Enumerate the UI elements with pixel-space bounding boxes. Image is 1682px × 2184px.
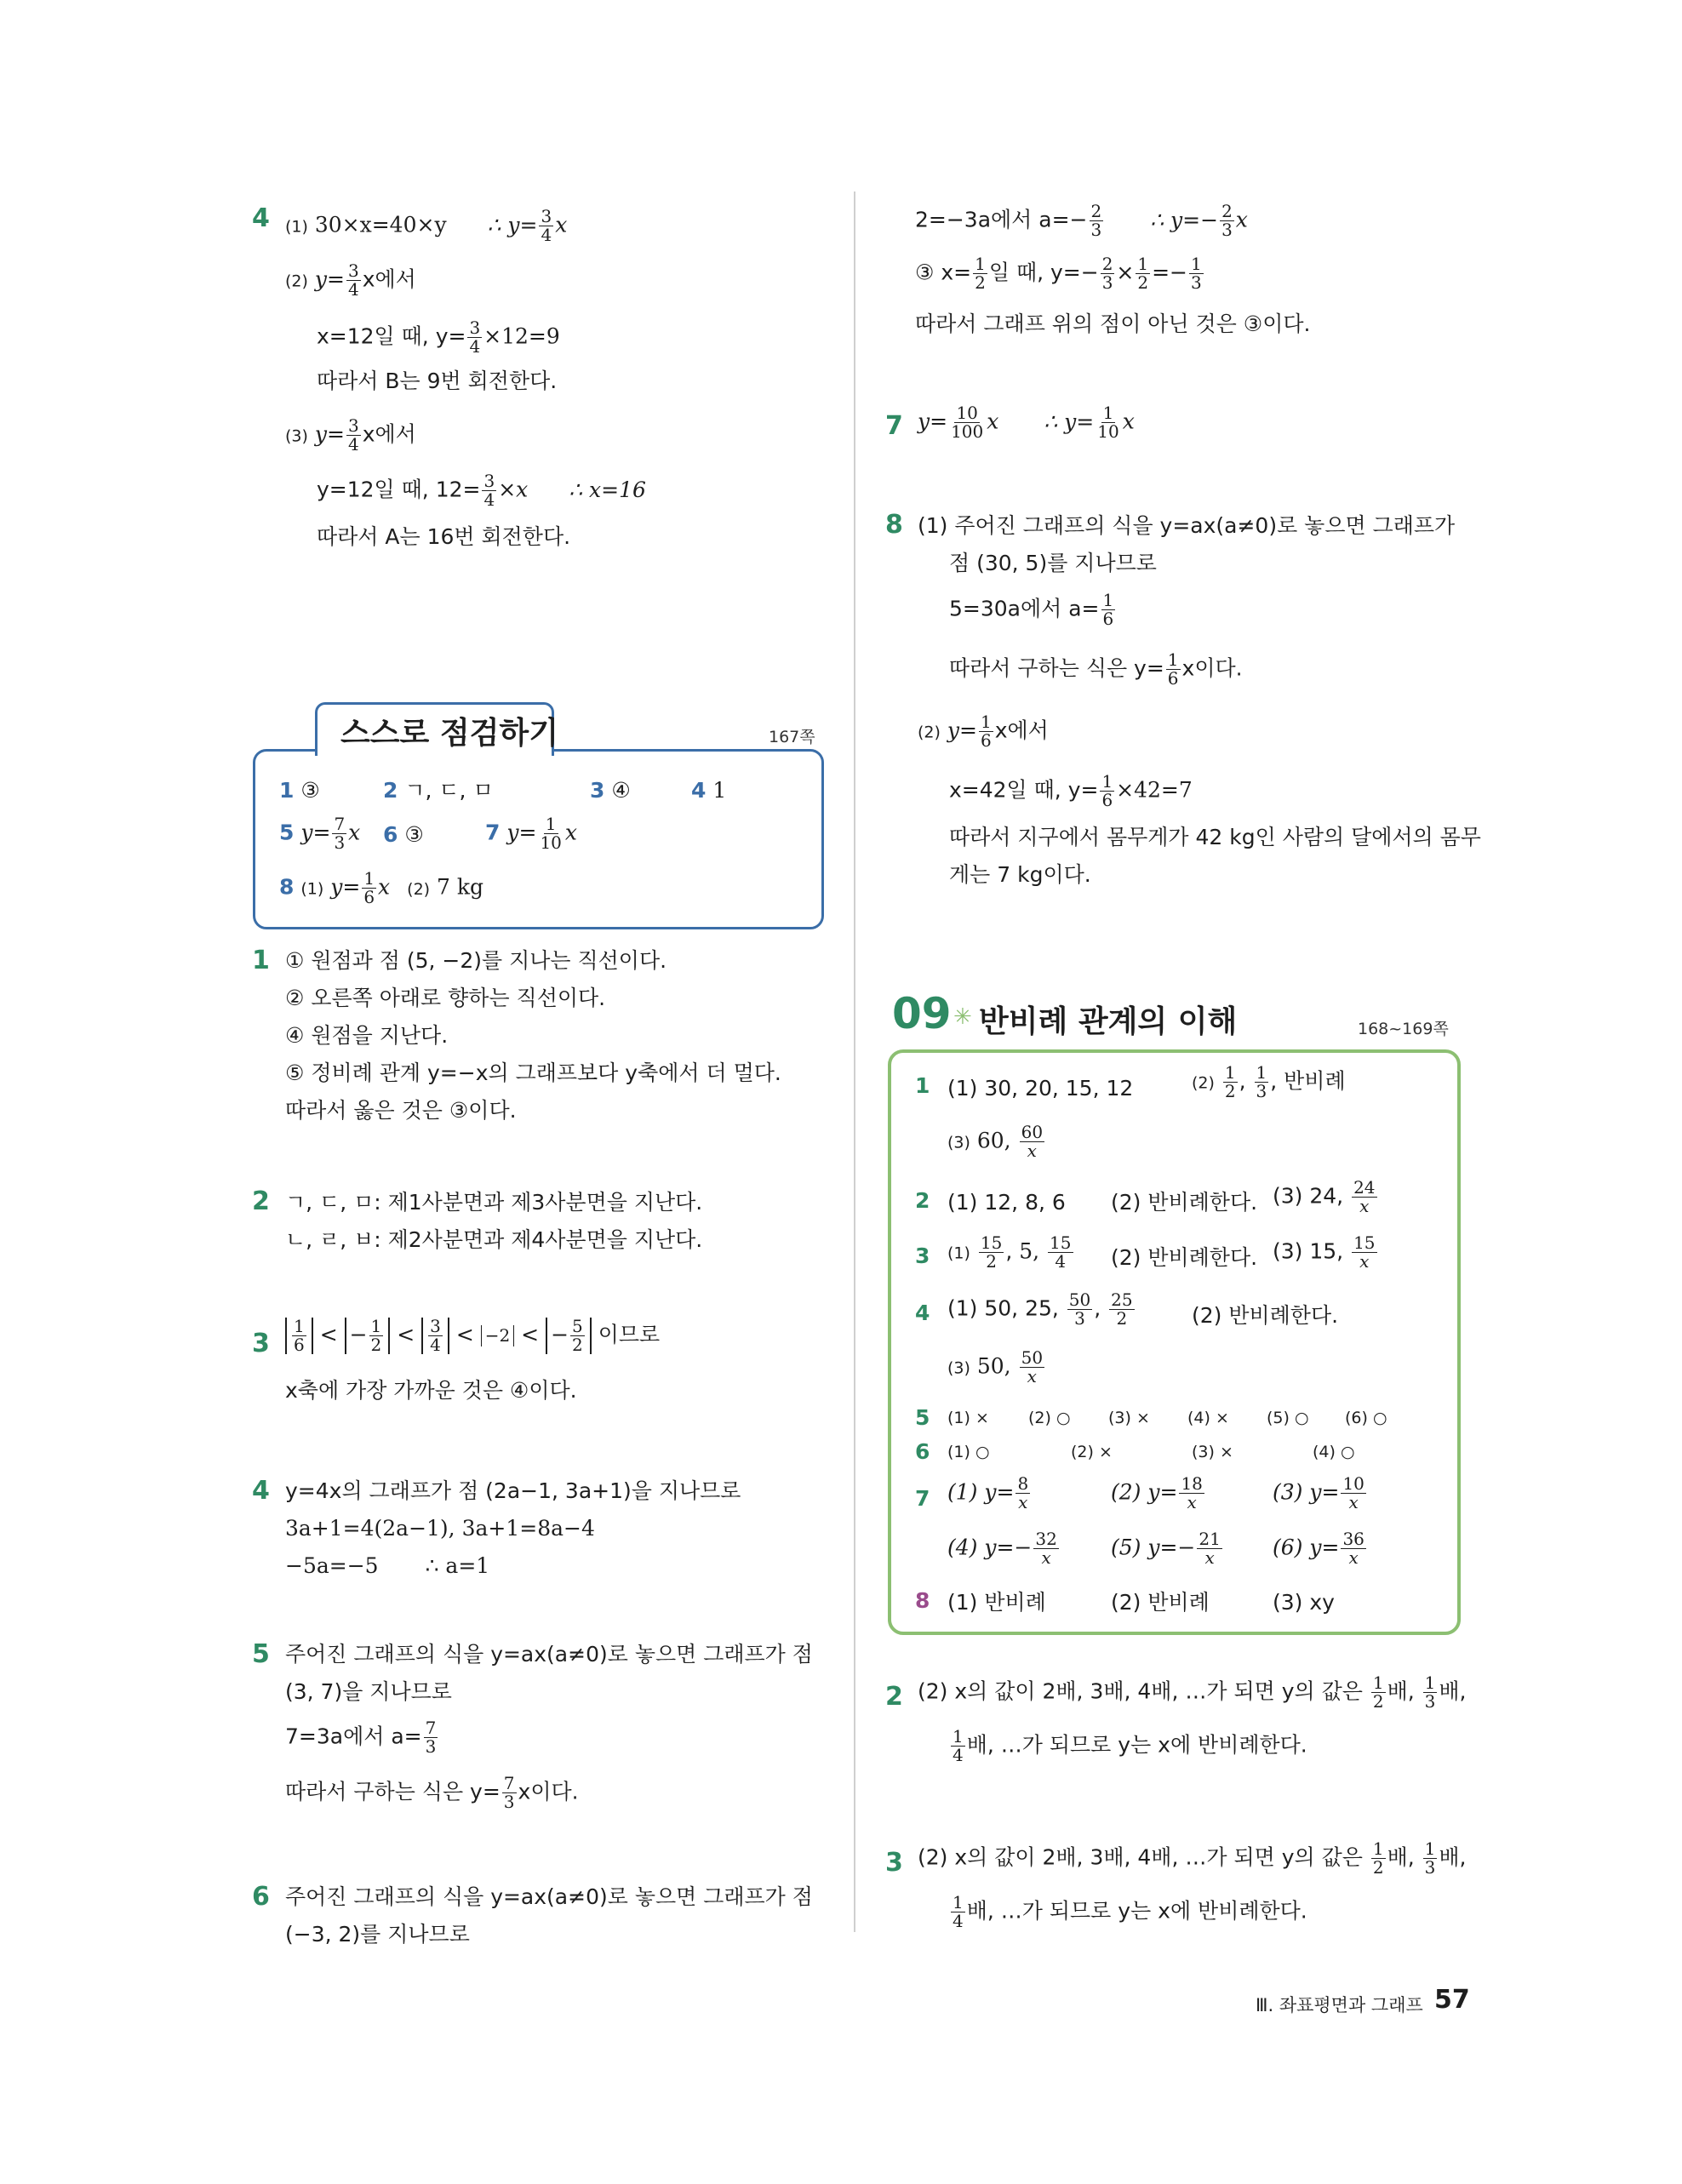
sec-row-1: 1: [915, 1073, 930, 1098]
check-answer-8: 8 (1) y= $\frac{1}{6}$ x (2) 7 kg: [279, 868, 484, 907]
sec-row-6: 6: [915, 1439, 930, 1464]
explain-3-line-2: x축에 가장 가까운 것은 ④이다.: [285, 1378, 577, 1403]
explain-sec-3-line-1: (2) x의 값이 2배, 3배, 4배, …가 되면 y의 값은 $\frac{1}{2}$ 배, $\frac{1}{3}$ 배,: [918, 1838, 1467, 1878]
explain-5-line-3: 7=3a에서 a= $\frac{7}{3}$: [285, 1718, 437, 1757]
explain-6-number: 6: [252, 1882, 270, 1912]
self-check-title: 스스로 점검하기: [340, 716, 558, 751]
explain-sec-3-number: 3: [885, 1848, 903, 1878]
sec-row-6-2: (2) ×: [1071, 1443, 1113, 1461]
sec-row-3c: (3) 15, $\frac{15}{x}$: [1273, 1232, 1376, 1272]
explain-8-line-3: 5=30a에서 a= $\frac{1}{6}$: [949, 590, 1114, 629]
sec-row-6-4: (4) ○: [1313, 1443, 1355, 1461]
explain-8-line-2: 점 (30, 5)를 지나므로: [949, 551, 1157, 575]
sec-row-5-6: (6) ○: [1345, 1409, 1387, 1427]
explain-4-number: 4: [252, 1476, 270, 1506]
sec-row-5: 5: [915, 1405, 930, 1430]
explain-5-line-4: 따라서 구하는 식은 y= $\frac{7}{3}$ x이다.: [285, 1773, 579, 1812]
explain-8-line-6: x=42일 때, y= $\frac{1}{6}$ ×42=7: [949, 771, 1193, 810]
sec-row-8a: (1) 반비례: [947, 1590, 1046, 1615]
explain-6-cont-line-1: 2=−3a에서 a=− $\frac{2}{3}$ ∴ y=− $\frac{2}{3}$ x: [915, 201, 1248, 240]
sec-row-8c: (3) xy: [1273, 1590, 1335, 1615]
problem-4-line-6: y=12일 때, 12= $\frac{3}{4}$ ×x ∴ x=16: [317, 471, 646, 510]
sec-row-8: 8: [915, 1588, 930, 1613]
explain-4-line-2: 3a+1=4(2a−1), 3a+1=8a−4: [285, 1516, 595, 1541]
sec-row-5-3: (3) ×: [1108, 1409, 1150, 1427]
check-answer-7: 7 y= $\frac{1}{10}$ x: [485, 814, 577, 853]
explain-4-line-1: y=4x의 그래프가 점 (2a−1, 3a+1)을 지나므로: [285, 1478, 741, 1503]
explain-1-line-3: ④ 원점을 지난다.: [285, 1023, 449, 1048]
sec-row-4: 4: [915, 1301, 930, 1325]
problem-4-line-7: 따라서 A는 16번 회전한다.: [317, 524, 571, 549]
sec-row-6-1: (1) ○: [947, 1443, 990, 1461]
sec-row-5-5: (5) ○: [1267, 1409, 1309, 1427]
explain-8-line-4: 따라서 구하는 식은 y= $\frac{1}{6}$ x이다.: [949, 649, 1243, 689]
sec-row-7-2: (2) y= $\frac{18}{x}$: [1111, 1473, 1203, 1512]
sec-row-7-3: (3) y= $\frac{10}{x}$: [1273, 1473, 1364, 1512]
explain-8-line-5: (2) y= $\frac{1}{6}$ x에서: [918, 712, 1049, 751]
sec-row-7-4: (4) y=− $\frac{32}{x}$: [947, 1529, 1057, 1568]
explain-1-line-2: ② 오른쪽 아래로 향하는 직선이다.: [285, 986, 606, 1010]
problem-4-line-4: 따라서 B는 9번 회전한다.: [317, 369, 558, 393]
section-pages: 168~169쪽: [1358, 1020, 1449, 1038]
explain-sec-2-line-1: (2) x의 값이 2배, 3배, 4배, …가 되면 y의 값은 $\frac{1}{2}$ 배, $\frac{1}{3}$ 배,: [918, 1672, 1467, 1712]
footer-section: Ⅲ. 좌표평면과 그래프: [1256, 1995, 1423, 2015]
sec-row-2a: (1) 12, 8, 6: [947, 1190, 1066, 1215]
check-answer-3: 3 ④: [590, 778, 631, 803]
sec-row-7-6: (6) y= $\frac{36}{x}$: [1273, 1529, 1364, 1568]
sec-row-1a: (1) 30, 20, 15, 12: [947, 1076, 1134, 1101]
explain-5-line-2: (3, 7)을 지나므로: [285, 1679, 452, 1704]
check-answer-2: 2 ㄱ, ㄷ, ㅁ: [383, 778, 494, 803]
problem-4-line-1: (1) 30×x=40×y ∴ y= $\frac{3}{4}$ x: [285, 206, 568, 245]
explain-7-number: 7: [885, 411, 903, 441]
problem-4-line-5: (3) y= $\frac{3}{4}$ x에서: [285, 415, 416, 455]
sec-row-5-4: (4) ×: [1187, 1409, 1229, 1427]
explain-1-number: 1: [252, 946, 270, 975]
explain-6-cont-line-2: ③ x= $\frac{1}{2}$ 일 때, y=− $\frac{2}{3}$ × $\frac{1}{2}$ =− $\frac{1}{3}$: [915, 254, 1202, 293]
explain-1-line-4: ⑤ 정비례 관계 y=−x의 그래프보다 y축에서 더 멀다.: [285, 1061, 781, 1085]
section-star-icon: ✳: [953, 1004, 972, 1030]
explain-1-line-5: 따라서 옳은 것은 ③이다.: [285, 1098, 517, 1123]
sec-row-1c: (3) 60, $\frac{60}{x}$: [947, 1122, 1044, 1161]
column-divider: [854, 192, 855, 1932]
sec-row-4c: (3) 50, $\frac{50}{x}$: [947, 1347, 1044, 1386]
explain-sec-3-line-2: $\frac{1}{4}$ 배, …가 되므로 y는 x에 반비례한다.: [953, 1892, 1307, 1931]
check-answer-5: 5 y= $\frac{7}{3}$ x: [279, 814, 361, 853]
explain-6-line-2: (−3, 2)를 지나므로: [285, 1922, 470, 1947]
sec-row-1b: (2) $\frac{1}{2}$ , $\frac{1}{3}$ , 반비례: [1192, 1062, 1346, 1101]
explain-2-line-2: ㄴ, ㄹ, ㅂ: 제2사분면과 제4사분면을 지난다.: [285, 1227, 703, 1252]
explain-2-line-1: ㄱ, ㄷ, ㅁ: 제1사분면과 제3사분면을 지난다.: [285, 1190, 703, 1215]
sec-row-4b: (2) 반비례한다.: [1192, 1303, 1339, 1328]
sec-row-7: 7: [915, 1486, 930, 1511]
explain-8-line-8: 게는 7 kg이다.: [949, 862, 1091, 887]
problem-4-line-2: (2) y= $\frac{3}{4}$ x에서: [285, 260, 416, 300]
sec-row-2b: (2) 반비례한다.: [1111, 1190, 1258, 1215]
explain-6-cont-line-3: 따라서 그래프 위의 점이 아닌 것은 ③이다.: [915, 312, 1311, 336]
explain-3-number: 3: [252, 1329, 270, 1358]
explain-3-line-1: $\frac{1}{6}$ < − $\frac{1}{2}$ < $\frac{3}{4}$ < −2 < − $\frac{5}{2}$ 이므로: [285, 1318, 660, 1354]
section-title: 반비례 관계의 이해: [979, 1004, 1238, 1039]
explain-8-line-1: (1) 주어진 그래프의 식을 y=ax(a≠0)로 놓으면 그래프가: [918, 513, 1456, 538]
sec-row-7-1: (1) y= $\frac{8}{x}$: [947, 1473, 1029, 1512]
sec-row-5-1: (1) ×: [947, 1409, 989, 1427]
sec-row-2: 2: [915, 1188, 930, 1213]
sec-row-3a: (1) $\frac{15}{2}$ , 5, $\frac{15}{4}$: [947, 1232, 1072, 1272]
sec-row-2c: (3) 24, $\frac{24}{x}$: [1273, 1177, 1376, 1216]
section-number: 09: [892, 989, 952, 1038]
explain-5-line-1: 주어진 그래프의 식을 y=ax(a≠0)로 놓으면 그래프가 점: [285, 1642, 813, 1667]
explain-sec-2-line-2: $\frac{1}{4}$ 배, …가 되므로 y는 x에 반비례한다.: [953, 1726, 1307, 1765]
explain-2-number: 2: [252, 1186, 270, 1216]
explain-sec-2-number: 2: [885, 1682, 903, 1712]
sec-row-3: 3: [915, 1244, 930, 1268]
sec-row-6-3: (3) ×: [1192, 1443, 1233, 1461]
problem-4-line-3: x=12일 때, y= $\frac{3}{4}$ ×12=9: [317, 317, 560, 357]
check-answer-6: 6 ③: [383, 822, 424, 847]
explain-8-number: 8: [885, 510, 903, 540]
explain-4-line-3: −5a=−5 ∴ a=1: [285, 1553, 490, 1578]
sec-row-4a: (1) 50, 25, $\frac{50}{3}$ , $\frac{25}{2}$: [947, 1289, 1133, 1329]
page-number: 57: [1434, 1985, 1470, 2015]
sec-row-5-2: (2) ○: [1028, 1409, 1071, 1427]
sec-row-7-5: (5) y=− $\frac{21}{x}$: [1111, 1529, 1221, 1568]
explain-6-line-1: 주어진 그래프의 식을 y=ax(a≠0)로 놓으면 그래프가 점: [285, 1884, 813, 1909]
sec-row-3b: (2) 반비례한다.: [1111, 1245, 1258, 1270]
explain-8-line-7: 따라서 지구에서 몸무게가 42 kg인 사람의 달에서의 몸무: [949, 825, 1481, 849]
self-check-page: 167쪽: [769, 728, 815, 746]
explain-5-number: 5: [252, 1639, 270, 1669]
check-answer-1: 1 ③: [279, 778, 320, 803]
sec-row-8b: (2) 반비례: [1111, 1590, 1210, 1615]
explain-7-line-1: y= $\frac{10}{100}$ x ∴ y= $\frac{1}{10}$ x: [918, 403, 1135, 442]
problem-4-number: 4: [252, 203, 270, 233]
check-answer-4: 4 1: [691, 778, 727, 803]
explain-1-line-1: ① 원점과 점 (5, −2)를 지나는 직선이다.: [285, 948, 667, 973]
